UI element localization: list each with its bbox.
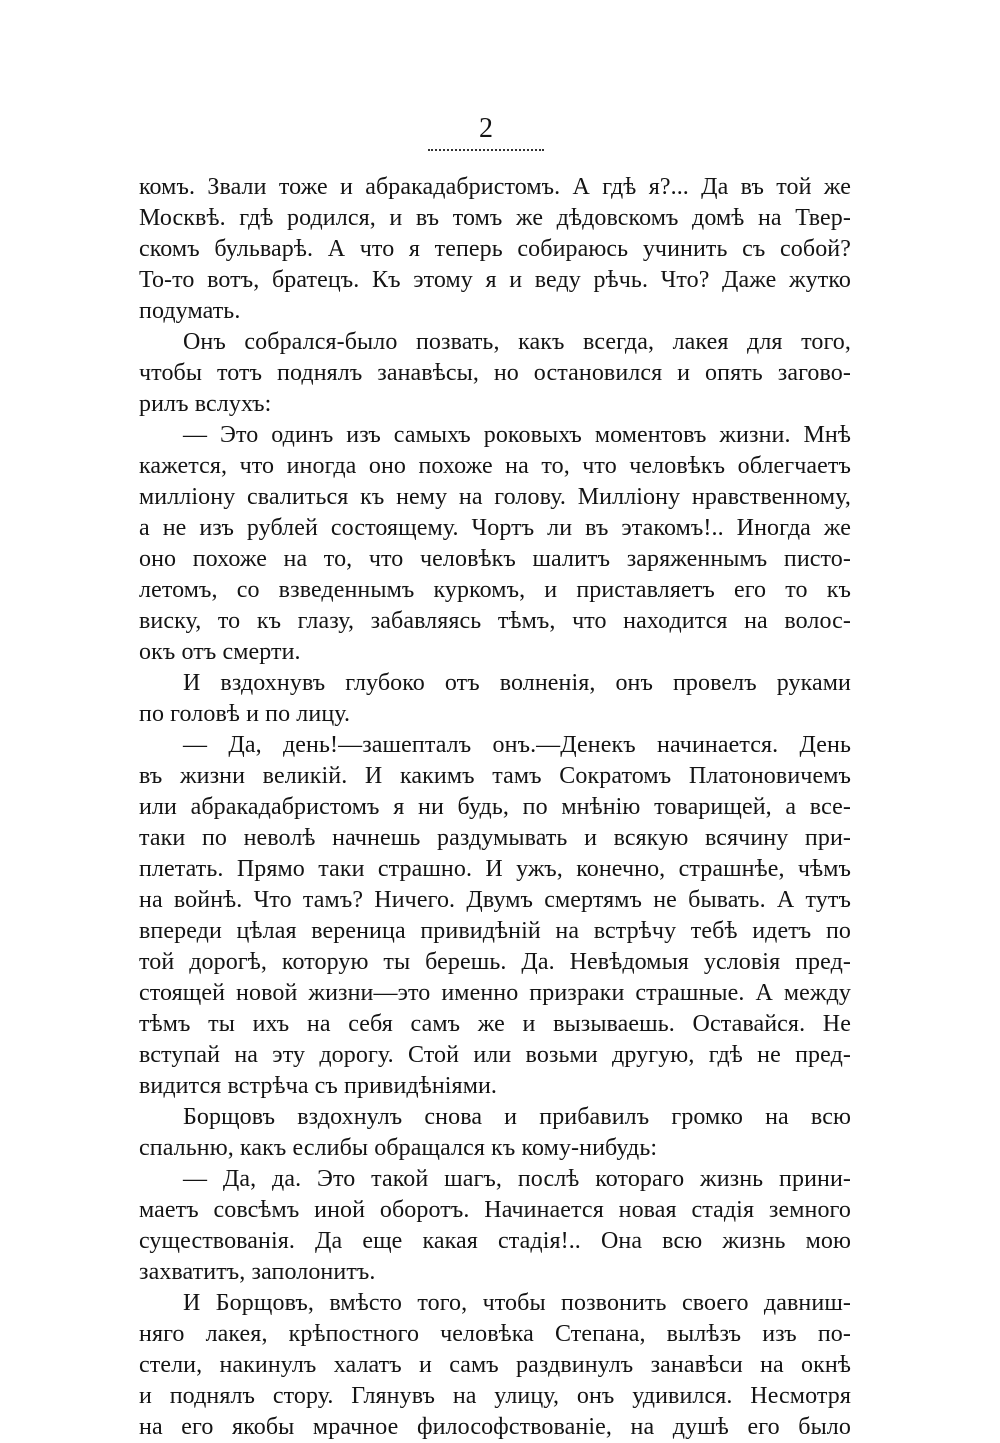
text-line: существованія. Да еще какая стадія!.. Она всю жизнь мою: [139, 1228, 851, 1254]
text-line: — Это одинъ изъ самыхъ роковыхъ моментовъ жизни. Мнѣ: [183, 422, 851, 448]
text-line: маетъ совсѣмъ иной оборотъ. Начинается новая стадія земного: [139, 1197, 851, 1223]
text-line: скомъ бульварѣ. А что я теперь собираюсь учинить съ собой?: [139, 236, 851, 262]
text-line: оно похоже на то, что человѣкъ шалитъ заряженнымъ писто-: [139, 546, 851, 572]
text-line: милліону свалиться къ нему на голову. Милліону нравственному,: [139, 484, 851, 510]
text-line: плетать. Прямо таки страшно. И ужъ, конечно, страшнѣе, чѣмъ: [139, 856, 851, 882]
text-line: тѣмъ ты ихъ на себя самъ же и вызываешь. Оставайся. Не: [139, 1011, 851, 1037]
text-line: няго лакея, крѣпостного человѣка Степана, вылѣзъ изъ по-: [139, 1321, 851, 1347]
text-line: комъ. Звали тоже и абракадабристомъ. А гдѣ я?... Да въ той же: [139, 174, 851, 200]
text-line: чтобы тотъ поднялъ занавѣсы, но остановился и опять загово-: [139, 360, 851, 386]
text-line: виску, то къ глазу, забавляясь тѣмъ, что находится на волос-: [139, 608, 851, 634]
text-line: Онъ собрался-было позвать, какъ всегда, лакея для того,: [183, 329, 851, 355]
text-line: по головѣ и по лицу.: [139, 701, 351, 727]
text-line: — Да, да. Это такой шагъ, послѣ котораго жизнь прини-: [183, 1166, 851, 1192]
text-line: таки по неволѣ начнешь раздумывать и всякую всячину при-: [139, 825, 851, 851]
header-rule: [428, 149, 544, 151]
page-body-text: [139, 172, 851, 1443]
text-line: видится встрѣча съ привидѣніями.: [139, 1073, 498, 1099]
text-line: спальню, какъ еслибы обращался къ кому-нибудь:: [139, 1135, 658, 1161]
text-line: и поднялъ стору. Глянувъ на улицу, онъ удивился. Несмотря: [139, 1383, 851, 1409]
text-line: стели, накинулъ халатъ и самъ раздвинулъ занавѣси на окнѣ: [139, 1352, 851, 1378]
text-line: на войнѣ. Что тамъ? Ничего. Двумъ смертямъ не бывать. А тутъ: [139, 887, 851, 913]
text-line: — Да, день!—зашепталъ онъ.—Денекъ начинается. День: [183, 732, 851, 758]
text-line: рилъ вслухъ:: [139, 391, 272, 417]
text-line: вступай на эту дорогу. Стой или возьми другую, гдѣ не пред-: [139, 1042, 851, 1068]
text-line: той дорогѣ, которую ты берешь. Да. Невѣдомыя условія пред-: [139, 949, 851, 975]
text-line: Борщовъ вздохнулъ снова и прибавилъ громко на всю: [183, 1104, 851, 1130]
text-line: впереди цѣлая вереница привидѣній на встрѣчу тебѣ идетъ по: [139, 918, 851, 944]
text-line: И Борщовъ, вмѣсто того, чтобы позвонить своего давниш-: [183, 1290, 851, 1316]
text-line: Москвѣ. гдѣ родился, и въ томъ же дѣдовскомъ домѣ на Твер-: [139, 205, 851, 231]
text-line: И вздохнувъ глубоко отъ волненія, онъ провелъ руками: [183, 670, 851, 696]
text-line: или абракадабристомъ я ни будь, по мнѣнію товарищей, а все-: [139, 794, 851, 820]
text-line: То-то вотъ, братецъ. Къ этому я и веду рѣчь. Что? Даже жутко: [139, 267, 851, 293]
text-line: кажется, что иногда оно похоже на то, что человѣкъ облегчаетъ: [139, 453, 851, 479]
page-number: 2: [479, 113, 493, 144]
text-line: а не изъ рублей состоящему. Чортъ ли въ этакомъ!.. Иногда же: [139, 515, 851, 541]
text-line: захватитъ, заполонитъ.: [139, 1259, 376, 1285]
text-line: подумать.: [139, 298, 241, 324]
text-line: окъ отъ смерти.: [139, 639, 301, 665]
text-line: на его якобы мрачное философствованіе, на душѣ его было: [139, 1414, 851, 1440]
text-line: летомъ, со взведеннымъ куркомъ, и приставляетъ его то къ: [139, 577, 851, 603]
text-line: стоящей новой жизни—это именно призраки страшные. А между: [139, 980, 851, 1006]
text-line: въ жизни великій. И какимъ тамъ Сократомъ Платоновичемъ: [139, 763, 851, 789]
